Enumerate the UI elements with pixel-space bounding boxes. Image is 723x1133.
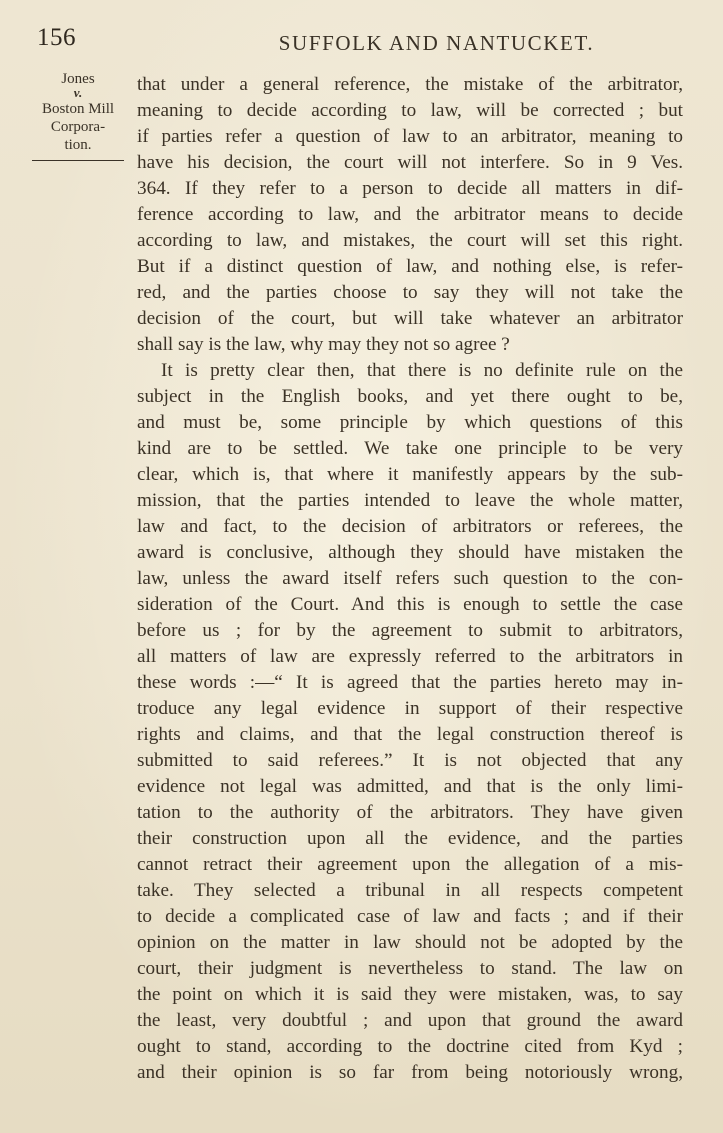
body-line: 364. If they refer to a person to decide all matters in dif- xyxy=(137,178,683,199)
body-line: troduce any legal evidence in support of their respective xyxy=(137,698,683,719)
running-head: SUFFOLK AND NANTUCKET. xyxy=(278,31,595,55)
body-line: kind are to be settled. We take one principle to be very xyxy=(137,438,683,459)
body-line: the least, very doubtful ; and upon that ground the award xyxy=(137,1010,683,1031)
body-line: It is pretty clear then, that there is no definite rule on the xyxy=(161,360,683,381)
body-line: submitted to said referees.” It is not objected that any xyxy=(137,750,683,771)
body-line: mission, that the parties intended to leave the whole matter, xyxy=(137,490,683,511)
body-line: evidence not legal was admitted, and that is the only limi- xyxy=(137,776,683,797)
case-party-2-line-3: tion. xyxy=(64,137,92,153)
body-line: that under a general reference, the mistake of the arbitrator, xyxy=(137,74,683,95)
body-line: shall say is the law, why may they not so agree ? xyxy=(137,334,510,355)
body-line: cannot retract their agreement upon the allegation of a mis- xyxy=(137,854,683,875)
body-text xyxy=(137,72,683,1086)
body-line: and must be, some principle by which questions of this xyxy=(137,412,683,433)
body-line: their construction upon all the evidence, and the parties xyxy=(137,828,683,849)
case-party-1: Jones xyxy=(61,71,95,87)
body-line: decision of the court, but will take whatever an arbitrator xyxy=(137,308,683,329)
body-line: to decide a complicated case of law and facts ; and if their xyxy=(137,906,683,927)
body-line: ought to stand, according to the doctrine cited from Kyd ; xyxy=(137,1036,683,1057)
body-line: the point on which it is said they were mistaken, was, to say xyxy=(137,984,683,1005)
body-line: these words :—“ It is agreed that the parties hereto may in- xyxy=(137,672,683,693)
body-line: and their opinion is so far from being notoriously wrong, xyxy=(137,1062,683,1083)
body-line: But if a distinct question of law, and nothing else, is refer- xyxy=(137,256,683,277)
body-line: clear, which is, that where it manifestly appears by the sub- xyxy=(137,464,683,485)
body-line: subject in the English books, and yet there ought to be, xyxy=(137,386,683,407)
case-party-2-line-1: Boston Mill xyxy=(41,101,115,117)
body-line: opinion on the matter in law should not be adopted by the xyxy=(137,932,683,953)
body-line: sideration of the Court. And this is enough to settle the case xyxy=(137,594,683,615)
body-line: according to law, and mistakes, the court will set this right. xyxy=(137,230,683,251)
body-line: before us ; for by the agreement to submit to arbitrators, xyxy=(137,620,683,641)
case-versus: v. xyxy=(73,85,83,100)
body-line: red, and the parties choose to say they will not take the xyxy=(137,282,683,303)
body-line: meaning to decide according to law, will be corrected ; but xyxy=(137,100,683,121)
body-line: ference according to law, and the arbitrator means to decide xyxy=(137,204,683,225)
body-line: law, unless the award itself refers such question to the con- xyxy=(137,568,683,589)
body-line: tation to the authority of the arbitrators. They have given xyxy=(137,802,683,823)
body-line: all matters of law are expressly referred to the arbitrators in xyxy=(137,646,683,667)
body-line: award is conclusive, although they should have mistaken the xyxy=(137,542,683,563)
body-line: law and fact, to the decision of arbitrators or referees, the xyxy=(137,516,683,537)
case-party-2-line-2: Corpora- xyxy=(50,119,106,135)
citation-rule-divider xyxy=(32,160,124,161)
body-line: rights and claims, and that the legal construction thereof is xyxy=(137,724,683,745)
body-line: court, their judgment is nevertheless to stand. The law on xyxy=(137,958,683,979)
body-line: if parties refer a question of law to an arbitrator, meaning to xyxy=(137,126,683,147)
body-line: have his decision, the court will not interfere. So in 9 Ves. xyxy=(137,152,683,173)
body-line: take. They selected a tribunal in all respects competent xyxy=(137,880,683,901)
margin-case-citation xyxy=(26,70,130,161)
page-number: 156 xyxy=(37,24,76,51)
